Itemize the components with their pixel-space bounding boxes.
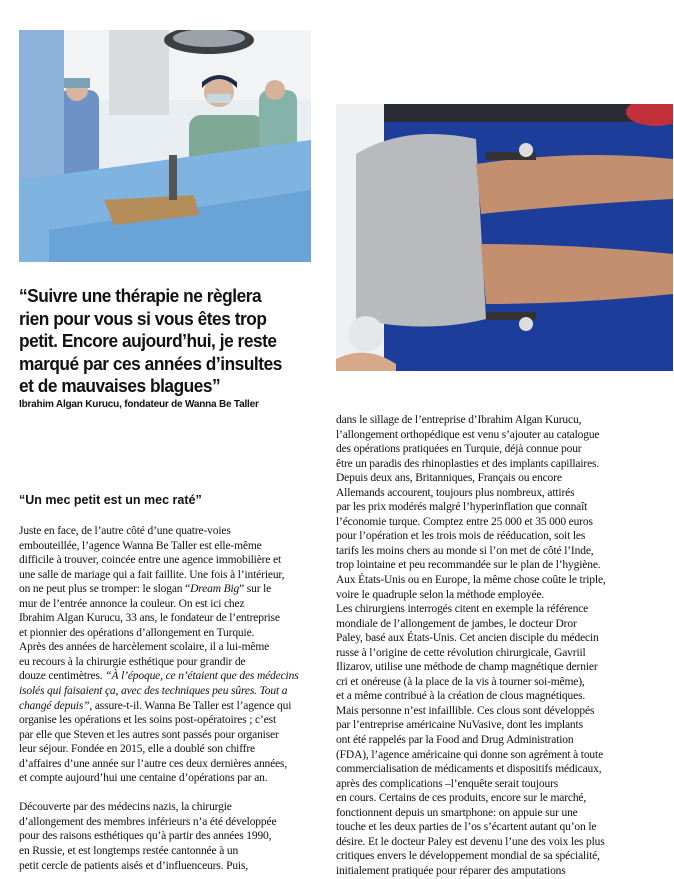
text-line: Les chirurgiens interrogés citent en exemple la référence [336, 603, 589, 616]
paragraph-gap [19, 786, 319, 801]
text-line: une salle de mariage qui a fait faillite. Une fois à l’intérieur, [19, 568, 285, 581]
text-line: pour des raisons esthétiques qu’à partir des années 1990, [19, 830, 272, 843]
text-line: Après des années de harcèlement scolaire, il a lui-même [19, 641, 270, 654]
text-line: (FDA), l’agence américaine qui donne son agrément à toute [336, 748, 604, 761]
legs-photo [336, 104, 673, 371]
text-line: être un paradis des rhinoplasties et des implants capillaires. [336, 457, 600, 470]
pull-quote [19, 285, 298, 398]
text-line: Juste en face, de l’autre côté d’une quatre-voies [19, 525, 231, 537]
left-column [19, 524, 319, 873]
quote-attribution: Ibrahim Algan Kurucu, fondateur de Wanna Be Taller [19, 399, 259, 410]
pull-quote-line: marqué par ces années d’insultes [19, 352, 282, 374]
pull-quote-line: et de mauvaises blagues” [19, 375, 221, 397]
text-line: embouteillée, l’agence Wanna Be Taller est elle-même [19, 539, 262, 552]
surgery-photo [19, 30, 311, 262]
slogan-suffix: ” sur le [239, 583, 272, 596]
text-line: trop lointaine et peu recommandée sur le plan de l’hygiène. [336, 559, 601, 572]
text-line: par l’entreprise américaine NuVasive, dont les implants [336, 719, 583, 732]
text-line: des opérations pratiquées en Turquie, déjà connue pour [336, 443, 582, 456]
text-line: pour l’opération et les trois mois de rééducation, soit les [336, 530, 586, 543]
text-line: commercialisation de médicaments et dispositifs médicaux, [336, 763, 602, 776]
text-line: désire. Et le docteur Paley est devenu l’une des voix les plus [336, 835, 605, 848]
text-line: Découverte par des médecins nazis, la chirurgie [19, 801, 232, 814]
section-heading: “Un mec petit est un mec raté” [19, 493, 202, 507]
text-line: l’économie turque. Comptez entre 25 000 et 35 000 euros [336, 515, 593, 528]
text-line: eu recours à la chirurgie esthétique pour grandir de [19, 655, 246, 668]
text-line: tarifs les moins chers au monde si l’on met de côté l’Inde, [336, 544, 594, 557]
text-fragment: douze centimètres. [19, 670, 106, 683]
text-line: Ibrahim Algan Kurucu, 33 ans, le fondateur de l’entreprise [19, 612, 280, 625]
right-column [336, 413, 656, 879]
text-line: Aux États-Unis ou en Europe, la même chose coûte le triple, [336, 574, 606, 587]
text-line: ont été rappelés par la Food and Drug Administration [336, 734, 574, 747]
text-fragment: , assure-t-il. Wanna Be Taller est l’agence qui [89, 699, 292, 712]
text-line: leur séjour. Fondée en 2015, elle a doublé son chiffre [19, 743, 255, 756]
text-line: cri et onéreuse (à la place de la vis à tourner soi-même), [336, 675, 585, 688]
pull-quote-line: petit. Encore aujourd’hui, je reste [19, 330, 277, 352]
text-line: initialement pratiquée pour réparer des amputations [336, 864, 566, 877]
text-line: fonctionnent depuis un smartphone: on appuie sur une [336, 806, 578, 819]
text-line: organise les opérations et les soins post-opératoires ; c’est [19, 714, 276, 727]
text-line: d’allongement des membres inférieurs n’a été développée [19, 815, 277, 828]
text-line: après des complications –l’enquête serait toujours [336, 777, 559, 790]
text-line [19, 684, 319, 699]
text-line: par les prix modérés malgré l’hyperinflation que connaît [336, 501, 588, 514]
text-line: Allemands accourent, toujours plus nombreux, attirés [336, 486, 575, 499]
text-line: et pionnier des opérations d’allongement en Turquie. [19, 626, 255, 639]
interview-quote: changé depuis” [19, 699, 90, 712]
text-line [19, 582, 319, 597]
text-line: Depuis deux ans, Britanniques, Français ou encore [336, 472, 562, 485]
interview-quote: “À l’époque, ce n’étaient que des médecins [105, 670, 299, 683]
text-line: et a même contribué à la création de clous magnétiques. [336, 690, 586, 703]
text-line: en cours. Certains de ces produits, encore sur le marché, [336, 792, 587, 805]
text-line: voire le quadruple selon la méthode employée. [336, 588, 545, 601]
text-line: Ilizarov, utilise une méthode de champ magnétique dernier [336, 661, 598, 674]
text-line: difficile à trouver, coincée entre une agence immobilière et [19, 554, 282, 567]
slogan-prefix: on ne peut plus se tromper: le slogan “ [19, 583, 191, 596]
text-line: par elle que Steven et les autres sont passés pour organiser [19, 728, 279, 741]
pull-quote-line: “Suivre une thérapie ne règlera [19, 285, 262, 306]
interview-quote: isolés qui faisaient ça, avec des techniques peu sûres. Tout a [19, 685, 288, 698]
text-line: mur de l’entrée annonce la couleur. On est ici chez [19, 597, 245, 610]
slogan: Dream Big [190, 583, 240, 596]
text-line: critiques envers le développement mondial de sa spécialité, [336, 850, 600, 863]
text-line: petit cercle de patients aisés et d’influenceurs. Puis, [19, 859, 249, 872]
text-line: l’allongement orthopédique est venu s’ajouter au catalogue [336, 428, 600, 441]
text-line: Mais personne n’est infaillible. Ces clous sont développés [336, 704, 595, 717]
text-line: mondiale de l’allongement de jambes, le docteur Dror [336, 617, 577, 630]
text-line: d’affaires d’une année sur l’autre ces deux dernières années, [19, 757, 288, 770]
text-line [19, 699, 319, 714]
text-line: touche et les deux parties de l’os s’écartent autant qu’on le [336, 821, 597, 834]
text-line: dans le sillage de l’entreprise d’Ibrahim Algan Kurucu, [336, 414, 582, 426]
pull-quote-line: rien pour vous si vous êtes trop [19, 307, 267, 329]
text-line: en Russie, et est longtemps restée cantonnée à un [19, 845, 239, 858]
text-line [19, 669, 319, 684]
text-line: et compte aujourd’hui une centaine d’opérations par an. [19, 772, 268, 785]
text-line: russe à l’origine de cette révolution chirurgicale, Gavriil [336, 646, 586, 659]
text-line: Paley, basé aux États-Unis. Cet ancien disciple du médecin [336, 632, 599, 645]
